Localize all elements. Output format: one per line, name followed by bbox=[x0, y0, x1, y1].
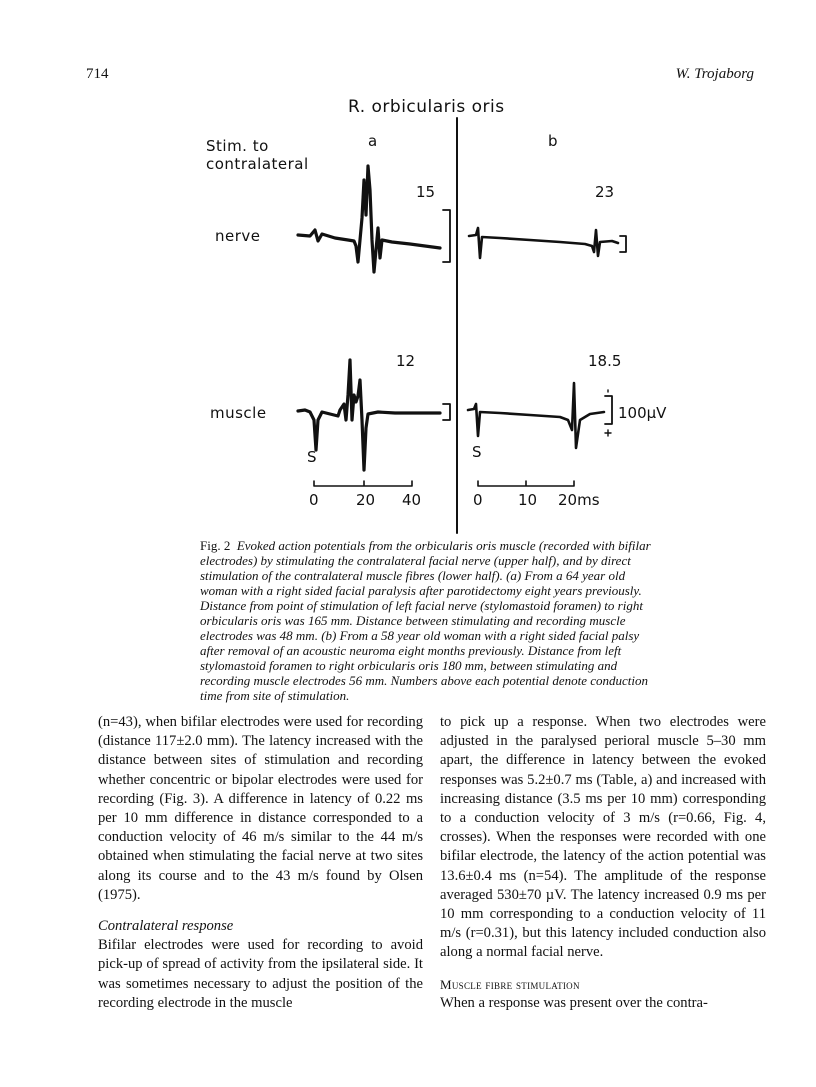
caption-text: Evoked action potentials from the orbicularis oris muscle (recorded with bifilar electrodes) by stimulating the contralateral facial nerve (upper half), and by direct stimulation of the contralateral muscle fibres (lower half). (a) From a 64 year old woman with a right sided facial paralysis after parotidectomy eight years previously. Distance from point of stimulation of left facial nerve (stylomastoid foramen) to right orbicularis oris was 165 mm. Distance between stimulating and recording muscle electrodes was 48 mm. (b) From a 58 year old woman with a right sided facial palsy after removal of an acoustic neuroma eight months previously. Distance from left stylomastoid foramen to right orbicularis oris 180 mm, between stimulating and recording muscle electrodes 56 mm. Numbers above each potential denote conduction time from site of stimulation. bbox=[200, 538, 651, 703]
muscle-trace-a bbox=[298, 360, 440, 470]
right-paragraph-1: to pick up a response. When two electrodes were adjusted in the paralysed perioral muscle 5–30 mm apart, the difference in latency between the evoked responses was 5.2±0.7 ms (Table, a) and increased with increasing distance (3.5 ms per 10 mm) corresponding to a conduction velocity of 3 m/s (r=0.66, Fig. 4, crosses). When the responses were recorded with one bifilar electrode, the latency of the action potential was 13.6±0.4 ms (n=54). The amplitude of the response averaged 530±70 µV. The latency increased 0.9 ms per 10 mm corresponding to a conduction velocity of 11 m/s (r=0.31), but this latency included conduction also along a normal facial nerve. bbox=[440, 714, 766, 961]
figure-caption bbox=[200, 538, 655, 703]
scale-b-tick-0: 0 bbox=[473, 491, 483, 509]
nerve-b-latency: 23 bbox=[595, 183, 615, 201]
scale-a-tick-20: 20 bbox=[356, 491, 376, 509]
body-column-left bbox=[98, 713, 423, 1013]
scale-b-tick-20ms: 20ms bbox=[558, 491, 600, 509]
nerve-a-latency: 15 bbox=[416, 183, 436, 201]
section-heading-contralateral: Contralateral response bbox=[98, 918, 234, 935]
running-author: W. Trojaborg bbox=[675, 66, 754, 82]
nerve-calibration-a bbox=[443, 210, 450, 262]
scale-a-tick-40: 40 bbox=[402, 491, 422, 509]
left-paragraph-1: (n=43), when bifilar electrodes were used for recording (distance 117±2.0 mm). The latency increased with the distance between sites of stimulation and recording whether concentric or bipolar electrodes were used for recording (Fig. 3). A difference in latency of 0.22 ms per 10 mm difference in distance corresponded to a conduction velocity of 46 m/s similar to the 44 m/s obtained when stimulating the facial nerve at two sites along its course and to the 43 m/s found by Olsen (1975). bbox=[98, 714, 423, 903]
muscle-b-latency: 18.5 bbox=[588, 352, 622, 370]
muscle-calibration-a bbox=[443, 404, 450, 420]
section-heading-muscle-fibre: Muscle fibre stimulation bbox=[440, 976, 580, 992]
body-column-right bbox=[440, 713, 766, 1013]
stim-label-line1: Stim. to bbox=[206, 137, 269, 155]
panel-a-label: a bbox=[368, 132, 378, 150]
page-number: 714 bbox=[86, 66, 109, 82]
figure-title: R. orbicularis oris bbox=[348, 97, 505, 117]
left-paragraph-2: Bifilar electrodes were used for recording to avoid pick-up of spread of activity from the ipsilateral side. It was sometimes necessary to adjust the position of the recording electrode in the muscle bbox=[98, 937, 423, 1011]
time-scale-a bbox=[314, 481, 412, 486]
muscle-a-latency: 12 bbox=[396, 352, 416, 370]
stim-label-line2: contralateral bbox=[206, 155, 309, 173]
muscle-trace-b bbox=[468, 383, 604, 448]
calibration-label: 100µV bbox=[618, 404, 667, 422]
scale-b-tick-10: 10 bbox=[518, 491, 538, 509]
panel-b-label: b bbox=[548, 132, 559, 150]
time-scale-b bbox=[478, 481, 574, 486]
right-paragraph-2: When a response was present over the contra- bbox=[440, 994, 708, 1011]
nerve-calibration-b bbox=[620, 236, 626, 252]
row-muscle-label: muscle bbox=[210, 404, 267, 422]
nerve-trace-b bbox=[469, 228, 618, 258]
nerve-trace-a bbox=[298, 166, 440, 272]
muscle-calibration-b bbox=[605, 396, 612, 424]
row-nerve-label: nerve bbox=[215, 227, 261, 245]
stim-marker-b: S bbox=[472, 443, 482, 461]
caption-lead: Fig. 2 bbox=[200, 538, 231, 553]
scale-a-tick-0: 0 bbox=[309, 491, 319, 509]
stim-marker-a: S bbox=[307, 448, 317, 466]
